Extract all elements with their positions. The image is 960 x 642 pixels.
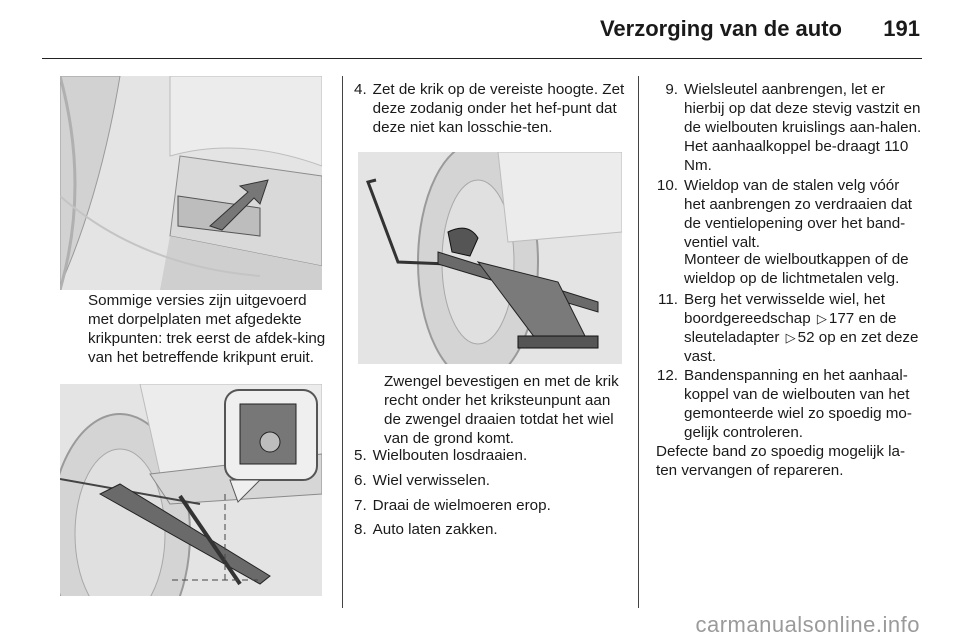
step-12	[648, 366, 922, 442]
left-caption: Sommige versies zijn uitgevoerd met dorpelplaten met afgedekte krikpunten: trek eerst de afdek-king van het betreffende krikpunt eruit.	[88, 292, 326, 366]
step-7	[354, 496, 630, 515]
middle-caption: Zwengel bevestigen en met de krik recht onder het kriksteunpunt aan de zwengel draaien totdat het wiel van de grond komt.	[384, 373, 619, 447]
step-7-text: Draai de wielmoeren erop.	[372, 497, 551, 514]
step-8-text: Auto laten zakken.	[372, 521, 498, 538]
step-6	[354, 471, 630, 490]
step-9	[648, 80, 922, 175]
step-10-note: Monteer de wielboutkappen of de wieldop op de lichtmetalen velg.	[684, 251, 909, 287]
step-12-number: 12.	[656, 367, 678, 384]
step-5-text: Wielbouten losdraaien.	[372, 447, 528, 464]
jack-crank-illustration	[358, 152, 622, 364]
step-4-number: 4.	[354, 81, 367, 98]
step-6-number: 6.	[354, 472, 367, 489]
step-5	[354, 446, 630, 465]
step-4	[354, 80, 630, 137]
column-divider-right	[638, 76, 639, 608]
step-9-number: 9.	[665, 81, 678, 98]
step-7-number: 7.	[354, 497, 367, 514]
step-4-text: Zet de krik op de vereiste hoogte. Zet deze zodanig onder het hef-punt dat deze niet kan losschie-ten.	[372, 81, 625, 136]
step-11	[648, 290, 922, 366]
header-divider	[42, 58, 922, 59]
final-note: Defecte band zo spoedig mogelijk la-ten vervangen of repareren.	[656, 443, 906, 479]
step-11-text-b: en de sleuteladapter	[684, 310, 897, 346]
step-11-ref-177[interactable]: 177	[828, 310, 855, 327]
step-10	[648, 176, 922, 252]
watermark: carmanualsonline.info	[695, 612, 920, 637]
step-8	[354, 520, 630, 539]
step-11-text-c: op en zet deze vast.	[684, 329, 919, 365]
step-12-text: Bandenspanning en het aanhaal-koppel van de wielbouten van het gemonteerde wiel zo spoedig mo-gelijk controleren.	[684, 367, 912, 441]
step-5-number: 5.	[354, 447, 367, 464]
step-11-text-a: Berg het verwisselde wiel, het boordgereedschap	[684, 291, 885, 327]
triangle-right-icon: ▷	[816, 311, 827, 326]
step-11-number: 11.	[658, 291, 678, 308]
jack-position-illustration	[60, 384, 322, 596]
step-8-number: 8.	[354, 521, 367, 538]
step-11-ref-52[interactable]: 52	[797, 329, 815, 346]
step-10-number: 10.	[656, 177, 678, 194]
step-9-text: Wielsleutel aanbrengen, let er hierbij op dat deze stevig vastzit en de wielbouten kruislings aan-halen. Het aanhaalkoppel be-draagt 110 Nm.	[684, 81, 922, 174]
page-number: 191	[883, 16, 920, 41]
column-divider-left	[342, 76, 343, 608]
page-title: Verzorging van de auto	[599, 16, 842, 41]
step-11-text	[684, 290, 922, 366]
step-6-text: Wiel verwisselen.	[372, 472, 490, 489]
step-10-text: Wieldop van de stalen velg vóór het aanbrengen zo verdraaien dat de ventielopening over het band-ventiel valt.	[684, 177, 912, 251]
triangle-right-icon: ▷	[785, 330, 796, 345]
sill-cover-illustration	[60, 76, 322, 290]
